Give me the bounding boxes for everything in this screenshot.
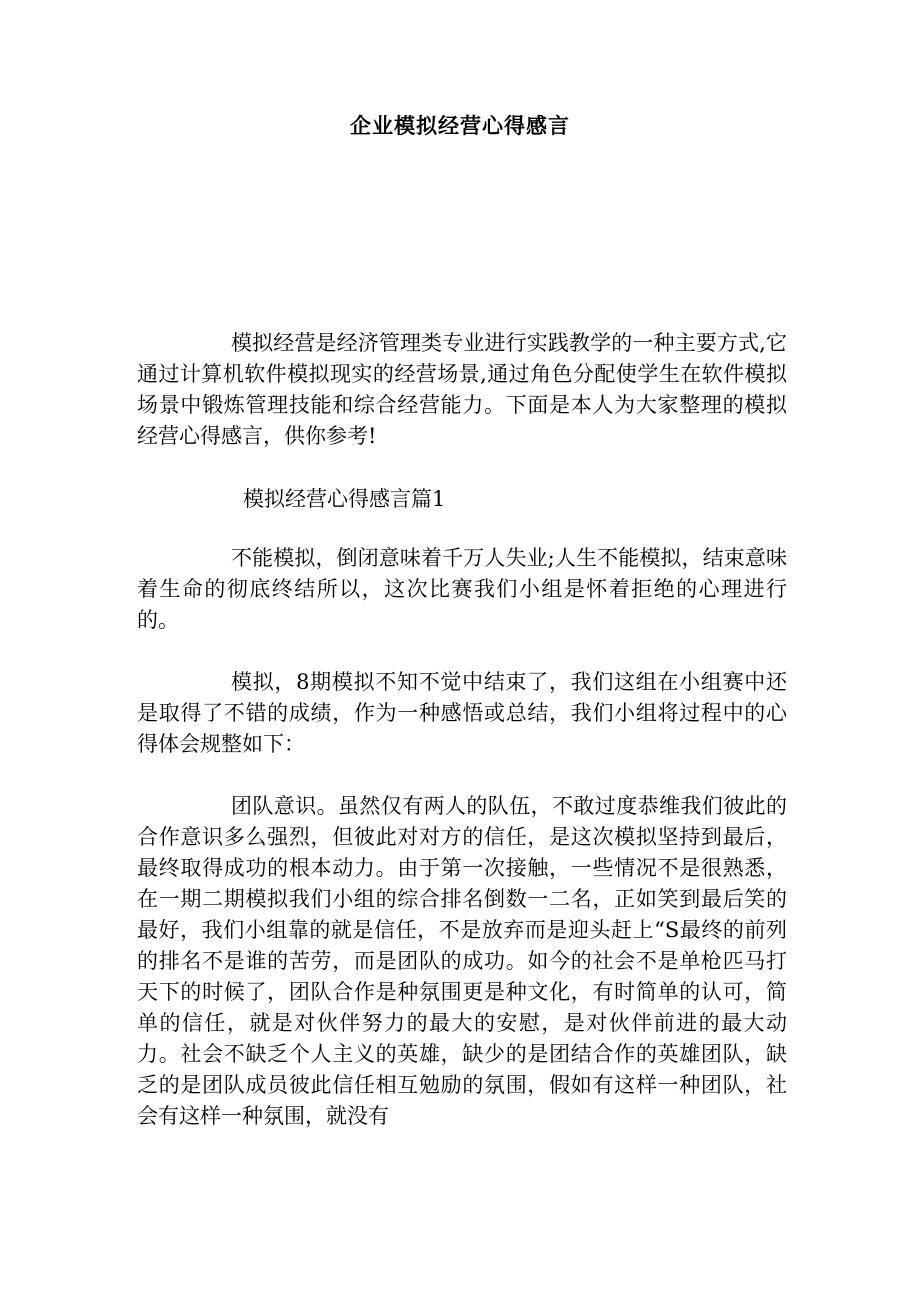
document-title: 企业模拟经营心得感言 <box>350 113 570 138</box>
intro-paragraph: 模拟经营是经济管理类专业进行实践教学的一种主要方式,它通过计算机软件模拟现实的经营场景,通过角色分配使学生在软件模拟场景中锻炼管理技能和综合经营能力。下面是本人为大家整理的模拟经营心得感言，供你参考! <box>137 331 787 448</box>
body-paragraph-1: 不能模拟，倒闭意味着千万人失业;人生不能模拟，结束意味着生命的彻底终结所以，这次比赛我们小组是怀着拒绝的心理进行的。 <box>137 546 787 632</box>
body-paragraph-2: 模拟，8期模拟不知不觉中结束了，我们这组在小组赛中还是取得了不错的成绩，作为一种感悟或总结，我们小组将过程中的心得体会规整如下： <box>137 670 787 756</box>
body-paragraph-3: 团队意识。虽然仅有两人的队伍，不敢过度恭维我们彼此的合作意识多么强烈，但彼此对对方的信任，是这次模拟坚持到最后，最终取得成功的根本动力。由于第一次接触，一些情况不是很熟悉，在一期二期模拟我们小组的综合排名倒数一二名，正如笑到最后笑的最好，我们小组靠的就是信任，不是放弃而是迎头赶上“S最终的前列的排名不是谁的苦劳，而是团队的成功。如今的社会不是单枪匹马打天下的时候了，团队合作是种氛围更是种文化，有时简单的认可，简单的信任，就是对伙伴努力的最大的安慰，是对伙伴前进的最大动力。社会不缺乏个人主义的英雄，缺少的是团结合作的英雄团队，缺乏的是团队成员彼此信任相互勉励的氛围，假如有这样一种团队，社会有这样一种氛围，就没有 <box>137 794 787 1128</box>
section-heading: 模拟经营心得感言篇1 <box>243 487 446 511</box>
